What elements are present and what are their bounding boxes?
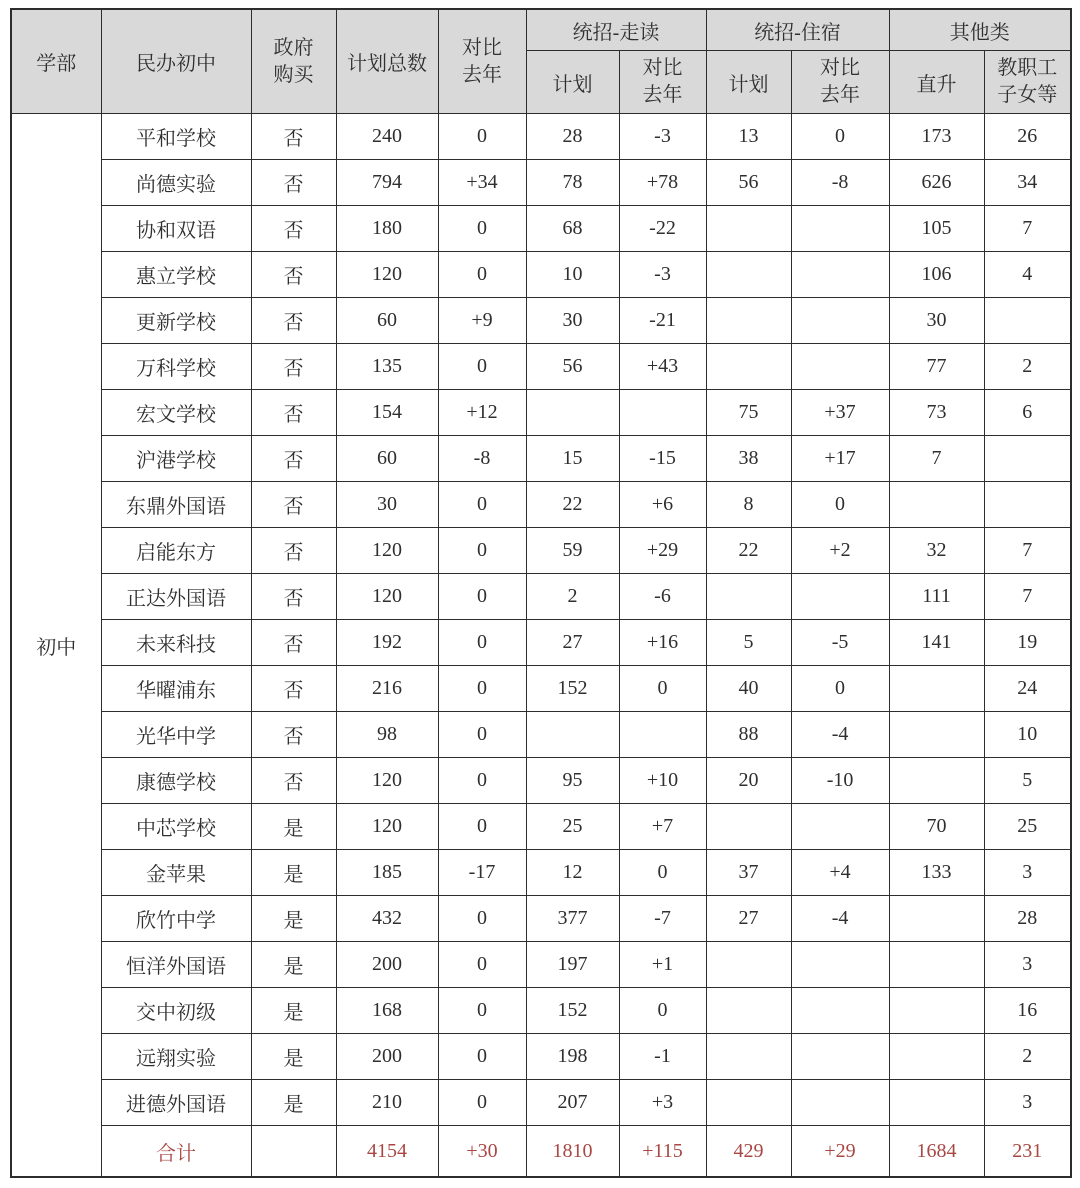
header-day-vs-label: 对比去年	[642, 57, 683, 106]
plan-total-cell: 432	[336, 896, 438, 942]
plan-total-cell: 192	[336, 620, 438, 666]
header-group-boarding	[706, 9, 889, 51]
board-plan-cell	[706, 574, 791, 620]
vs-last-year-cell: 0	[438, 896, 526, 942]
gov-purchase-cell: 否	[251, 712, 336, 758]
day-plan-cell: 59	[526, 528, 619, 574]
day-vs-cell: -21	[619, 298, 706, 344]
gov-purchase-cell: 否	[251, 620, 336, 666]
staff-children-cell	[984, 436, 1071, 482]
day-plan-cell: 30	[526, 298, 619, 344]
vs-last-year-cell: +9	[438, 298, 526, 344]
staff-children-cell: 5	[984, 758, 1071, 804]
vs-last-year-cell: 0	[438, 482, 526, 528]
day-plan-cell: 10	[526, 252, 619, 298]
board-vs-cell	[791, 206, 889, 252]
board-plan-cell: 40	[706, 666, 791, 712]
gov-purchase-cell: 否	[251, 482, 336, 528]
board-plan-cell	[706, 1080, 791, 1126]
school-name-cell: 尚德实验	[101, 160, 251, 206]
header-direct-promotion-label: 直升	[916, 73, 957, 96]
header-group-day-label: 统招-走读	[572, 21, 660, 44]
staff-children-cell: 4	[984, 252, 1071, 298]
table-row	[11, 850, 1071, 896]
staff-children-cell: 2	[984, 344, 1071, 390]
gov-purchase-cell: 否	[251, 344, 336, 390]
staff-children-cell: 3	[984, 1080, 1071, 1126]
plan-total-cell: 120	[336, 574, 438, 620]
day-vs-cell: +7	[619, 804, 706, 850]
board-vs-cell: 0	[791, 114, 889, 160]
board-vs-cell	[791, 988, 889, 1034]
day-vs-cell: +43	[619, 344, 706, 390]
direct-promotion-cell: 111	[889, 574, 984, 620]
plan-total-cell: 98	[336, 712, 438, 758]
gov-purchase-cell: 是	[251, 1034, 336, 1080]
plan-total-cell: 180	[336, 206, 438, 252]
header-board-plan	[706, 51, 791, 114]
plan-total-cell: 216	[336, 666, 438, 712]
vs-last-year-cell: 0	[438, 114, 526, 160]
plan-total-cell: 4154	[336, 1126, 438, 1178]
school-name-cell: 欣竹中学	[101, 896, 251, 942]
vs-last-year-cell: 0	[438, 988, 526, 1034]
direct-promotion-cell: 105	[889, 206, 984, 252]
school-name-cell: 恒洋外国语	[101, 942, 251, 988]
board-plan-cell	[706, 988, 791, 1034]
board-plan-cell	[706, 252, 791, 298]
day-plan-cell: 25	[526, 804, 619, 850]
plan-total-cell: 794	[336, 160, 438, 206]
gov-purchase-cell: 否	[251, 758, 336, 804]
table-body	[11, 114, 1071, 1178]
board-plan-cell	[706, 206, 791, 252]
day-plan-cell: 1810	[526, 1126, 619, 1178]
board-vs-cell: 0	[791, 666, 889, 712]
gov-purchase-cell: 是	[251, 896, 336, 942]
header-gov-purchase-label: 政府购买	[273, 36, 314, 86]
board-vs-cell: +2	[791, 528, 889, 574]
board-vs-cell: -5	[791, 620, 889, 666]
direct-promotion-cell: 1684	[889, 1126, 984, 1178]
header-board-plan-label: 计划	[728, 73, 769, 96]
gov-purchase-cell: 否	[251, 114, 336, 160]
board-vs-cell	[791, 344, 889, 390]
plan-total-cell: 120	[336, 804, 438, 850]
board-plan-cell	[706, 344, 791, 390]
header-staff-children-label: 教职工子女等	[997, 57, 1058, 106]
direct-promotion-cell: 133	[889, 850, 984, 896]
table-row	[11, 298, 1071, 344]
day-vs-cell: +10	[619, 758, 706, 804]
plan-total-cell: 60	[336, 298, 438, 344]
vs-last-year-cell: -17	[438, 850, 526, 896]
staff-children-cell	[984, 482, 1071, 528]
direct-promotion-cell: 626	[889, 160, 984, 206]
school-name-cell: 协和双语	[101, 206, 251, 252]
staff-children-cell: 7	[984, 528, 1071, 574]
vs-last-year-cell: 0	[438, 666, 526, 712]
school-name-cell: 宏文学校	[101, 390, 251, 436]
day-vs-cell: 0	[619, 988, 706, 1034]
staff-children-cell: 7	[984, 206, 1071, 252]
direct-promotion-cell	[889, 666, 984, 712]
plan-total-cell: 200	[336, 1034, 438, 1080]
direct-promotion-cell: 141	[889, 620, 984, 666]
board-plan-cell: 37	[706, 850, 791, 896]
header-vs-last-year-label: 对比去年	[462, 36, 502, 86]
school-name-cell: 交中初级	[101, 988, 251, 1034]
day-vs-cell: -22	[619, 206, 706, 252]
table-row	[11, 942, 1071, 988]
table-header	[11, 9, 1071, 114]
day-plan-cell: 78	[526, 160, 619, 206]
gov-purchase-cell: 否	[251, 666, 336, 712]
table-row	[11, 114, 1071, 160]
day-vs-cell: +29	[619, 528, 706, 574]
school-name-cell: 光华中学	[101, 712, 251, 758]
day-vs-cell: -3	[619, 114, 706, 160]
board-plan-cell: 13	[706, 114, 791, 160]
direct-promotion-cell: 73	[889, 390, 984, 436]
total-row	[11, 1126, 1071, 1178]
header-group-other	[889, 9, 1071, 51]
board-plan-cell	[706, 298, 791, 344]
direct-promotion-cell	[889, 758, 984, 804]
table-row	[11, 390, 1071, 436]
table-row	[11, 896, 1071, 942]
school-name-cell: 未来科技	[101, 620, 251, 666]
direct-promotion-cell	[889, 942, 984, 988]
staff-children-cell: 3	[984, 850, 1071, 896]
table-row	[11, 252, 1071, 298]
vs-last-year-cell: 0	[438, 758, 526, 804]
table-row	[11, 482, 1071, 528]
header-group-boarding-label: 统招-住宿	[754, 21, 841, 44]
board-plan-cell: 38	[706, 436, 791, 482]
day-vs-cell: +16	[619, 620, 706, 666]
day-plan-cell: 207	[526, 1080, 619, 1126]
day-vs-cell: +6	[619, 482, 706, 528]
table-row	[11, 1034, 1071, 1080]
board-plan-cell: 5	[706, 620, 791, 666]
school-name-cell: 远翔实验	[101, 1034, 251, 1080]
table-row	[11, 988, 1071, 1034]
board-vs-cell	[791, 1080, 889, 1126]
day-plan-cell: 12	[526, 850, 619, 896]
day-vs-cell	[619, 712, 706, 758]
day-plan-cell	[526, 390, 619, 436]
gov-purchase-cell	[251, 1126, 336, 1178]
vs-last-year-cell: +30	[438, 1126, 526, 1178]
day-plan-cell: 27	[526, 620, 619, 666]
header-vs-last-year	[438, 9, 526, 114]
header-xuebu-label: 学部	[36, 53, 77, 75]
direct-promotion-cell	[889, 712, 984, 758]
plan-total-cell: 120	[336, 528, 438, 574]
vs-last-year-cell: -8	[438, 436, 526, 482]
school-name-cell: 华曜浦东	[101, 666, 251, 712]
day-plan-cell: 15	[526, 436, 619, 482]
gov-purchase-cell: 是	[251, 988, 336, 1034]
header-school	[101, 9, 251, 114]
gov-purchase-cell: 是	[251, 804, 336, 850]
staff-children-cell: 34	[984, 160, 1071, 206]
day-plan-cell: 198	[526, 1034, 619, 1080]
vs-last-year-cell: 0	[438, 1080, 526, 1126]
gov-purchase-cell: 否	[251, 574, 336, 620]
school-name-cell: 康德学校	[101, 758, 251, 804]
staff-children-cell: 2	[984, 1034, 1071, 1080]
vs-last-year-cell: 0	[438, 620, 526, 666]
day-vs-cell: +3	[619, 1080, 706, 1126]
table-row	[11, 620, 1071, 666]
table-row	[11, 436, 1071, 482]
table-row	[11, 758, 1071, 804]
board-vs-cell: -8	[791, 160, 889, 206]
direct-promotion-cell: 7	[889, 436, 984, 482]
day-vs-cell: +115	[619, 1126, 706, 1178]
direct-promotion-cell: 70	[889, 804, 984, 850]
vs-last-year-cell: 0	[438, 252, 526, 298]
staff-children-cell: 7	[984, 574, 1071, 620]
vs-last-year-cell: 0	[438, 344, 526, 390]
section-label: 初中	[11, 114, 101, 1178]
board-plan-cell	[706, 804, 791, 850]
day-vs-cell: -1	[619, 1034, 706, 1080]
table-row	[11, 804, 1071, 850]
board-plan-cell: 8	[706, 482, 791, 528]
table-row	[11, 574, 1071, 620]
staff-children-cell: 28	[984, 896, 1071, 942]
header-day-vs	[619, 51, 706, 114]
table-row	[11, 666, 1071, 712]
vs-last-year-cell: +12	[438, 390, 526, 436]
day-vs-cell: 0	[619, 666, 706, 712]
day-plan-cell	[526, 712, 619, 758]
staff-children-cell: 24	[984, 666, 1071, 712]
direct-promotion-cell: 32	[889, 528, 984, 574]
gov-purchase-cell: 是	[251, 1080, 336, 1126]
board-vs-cell: -4	[791, 896, 889, 942]
school-name-cell: 更新学校	[101, 298, 251, 344]
board-plan-cell: 75	[706, 390, 791, 436]
staff-children-cell	[984, 298, 1071, 344]
header-day-plan	[526, 51, 619, 114]
school-name-cell: 中芯学校	[101, 804, 251, 850]
day-plan-cell: 152	[526, 988, 619, 1034]
board-vs-cell	[791, 1034, 889, 1080]
school-name-cell: 万科学校	[101, 344, 251, 390]
total-label-cell: 合计	[101, 1126, 251, 1178]
plan-total-cell: 30	[336, 482, 438, 528]
board-vs-cell: +29	[791, 1126, 889, 1178]
board-plan-cell	[706, 942, 791, 988]
vs-last-year-cell: +34	[438, 160, 526, 206]
direct-promotion-cell: 106	[889, 252, 984, 298]
header-xuebu	[11, 9, 101, 114]
staff-children-cell: 19	[984, 620, 1071, 666]
day-vs-cell: +1	[619, 942, 706, 988]
vs-last-year-cell: 0	[438, 942, 526, 988]
board-plan-cell: 88	[706, 712, 791, 758]
day-plan-cell: 68	[526, 206, 619, 252]
board-plan-cell: 429	[706, 1126, 791, 1178]
board-vs-cell: +4	[791, 850, 889, 896]
day-vs-cell: +78	[619, 160, 706, 206]
gov-purchase-cell: 否	[251, 298, 336, 344]
gov-purchase-cell: 否	[251, 206, 336, 252]
table-row	[11, 206, 1071, 252]
day-plan-cell: 377	[526, 896, 619, 942]
staff-children-cell: 3	[984, 942, 1071, 988]
board-vs-cell: 0	[791, 482, 889, 528]
plan-total-cell: 240	[336, 114, 438, 160]
direct-promotion-cell: 30	[889, 298, 984, 344]
admission-plan-table	[10, 8, 1072, 1178]
table-row	[11, 160, 1071, 206]
school-name-cell: 平和学校	[101, 114, 251, 160]
vs-last-year-cell: 0	[438, 1034, 526, 1080]
school-name-cell: 正达外国语	[101, 574, 251, 620]
table-row	[11, 712, 1071, 758]
header-group-day	[526, 9, 706, 51]
direct-promotion-cell: 77	[889, 344, 984, 390]
board-vs-cell: -10	[791, 758, 889, 804]
vs-last-year-cell: 0	[438, 804, 526, 850]
board-vs-cell: -4	[791, 712, 889, 758]
day-plan-cell: 22	[526, 482, 619, 528]
plan-total-cell: 120	[336, 758, 438, 804]
staff-children-cell: 10	[984, 712, 1071, 758]
board-plan-cell: 22	[706, 528, 791, 574]
plan-total-cell: 210	[336, 1080, 438, 1126]
day-vs-cell	[619, 390, 706, 436]
direct-promotion-cell	[889, 1034, 984, 1080]
gov-purchase-cell: 否	[251, 160, 336, 206]
header-group-other-label: 其他类	[949, 21, 1010, 44]
vs-last-year-cell: 0	[438, 206, 526, 252]
plan-total-cell: 200	[336, 942, 438, 988]
day-plan-cell: 197	[526, 942, 619, 988]
gov-purchase-cell: 是	[251, 850, 336, 896]
board-vs-cell	[791, 252, 889, 298]
plan-total-cell: 60	[336, 436, 438, 482]
direct-promotion-cell: 173	[889, 114, 984, 160]
direct-promotion-cell	[889, 482, 984, 528]
table-row	[11, 528, 1071, 574]
vs-last-year-cell: 0	[438, 528, 526, 574]
day-vs-cell: -3	[619, 252, 706, 298]
plan-total-cell: 120	[336, 252, 438, 298]
plan-total-cell: 154	[336, 390, 438, 436]
header-plan-total	[336, 9, 438, 114]
board-vs-cell	[791, 298, 889, 344]
day-plan-cell: 152	[526, 666, 619, 712]
gov-purchase-cell: 是	[251, 942, 336, 988]
day-plan-cell: 28	[526, 114, 619, 160]
direct-promotion-cell	[889, 896, 984, 942]
board-vs-cell: +17	[791, 436, 889, 482]
school-name-cell: 启能东方	[101, 528, 251, 574]
gov-purchase-cell: 否	[251, 528, 336, 574]
header-gov-purchase	[251, 9, 336, 114]
header-board-vs-label: 对比去年	[820, 57, 861, 106]
day-plan-cell: 2	[526, 574, 619, 620]
header-group-row	[11, 9, 1071, 51]
table-row	[11, 344, 1071, 390]
table-row	[11, 1080, 1071, 1126]
header-direct-promotion	[889, 51, 984, 114]
day-vs-cell: -6	[619, 574, 706, 620]
board-plan-cell: 27	[706, 896, 791, 942]
direct-promotion-cell	[889, 1080, 984, 1126]
school-name-cell: 东鼎外国语	[101, 482, 251, 528]
header-day-plan-label: 计划	[552, 73, 593, 96]
header-school-label: 民办初中	[136, 53, 216, 75]
school-name-cell: 金苹果	[101, 850, 251, 896]
staff-children-cell: 231	[984, 1126, 1071, 1178]
school-name-cell: 沪港学校	[101, 436, 251, 482]
board-plan-cell	[706, 1034, 791, 1080]
day-plan-cell: 95	[526, 758, 619, 804]
staff-children-cell: 25	[984, 804, 1071, 850]
vs-last-year-cell: 0	[438, 574, 526, 620]
header-plan-total-label: 计划总数	[347, 53, 427, 75]
school-name-cell: 惠立学校	[101, 252, 251, 298]
plan-total-cell: 168	[336, 988, 438, 1034]
board-plan-cell: 20	[706, 758, 791, 804]
day-vs-cell: -7	[619, 896, 706, 942]
vs-last-year-cell: 0	[438, 712, 526, 758]
staff-children-cell: 26	[984, 114, 1071, 160]
school-name-cell: 进德外国语	[101, 1080, 251, 1126]
day-plan-cell: 56	[526, 344, 619, 390]
staff-children-cell: 6	[984, 390, 1071, 436]
gov-purchase-cell: 否	[251, 436, 336, 482]
gov-purchase-cell: 否	[251, 390, 336, 436]
board-vs-cell	[791, 942, 889, 988]
header-board-vs	[791, 51, 889, 114]
board-vs-cell	[791, 804, 889, 850]
day-vs-cell: 0	[619, 850, 706, 896]
gov-purchase-cell: 否	[251, 252, 336, 298]
direct-promotion-cell	[889, 988, 984, 1034]
day-vs-cell: -15	[619, 436, 706, 482]
header-staff-children	[984, 51, 1071, 114]
board-vs-cell: +37	[791, 390, 889, 436]
board-plan-cell: 56	[706, 160, 791, 206]
board-vs-cell	[791, 574, 889, 620]
staff-children-cell: 16	[984, 988, 1071, 1034]
plan-total-cell: 185	[336, 850, 438, 896]
plan-total-cell: 135	[336, 344, 438, 390]
